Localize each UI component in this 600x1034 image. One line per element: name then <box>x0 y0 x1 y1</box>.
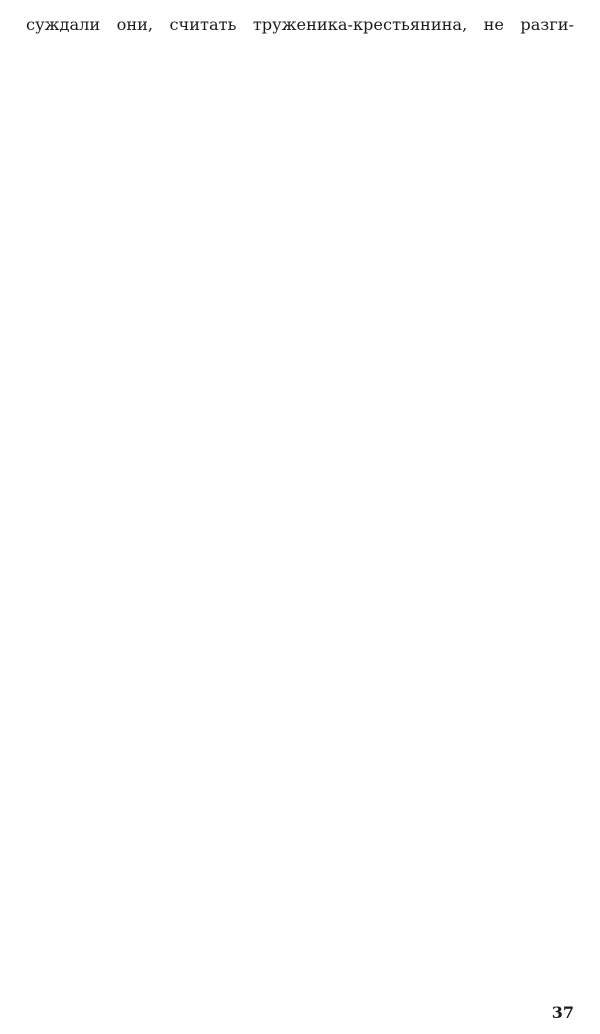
page-number: 37 <box>551 1003 574 1022</box>
text-line: суж​дали они, считать труженика-крестьянина, не разги- <box>26 15 574 34</box>
page-text <box>26 14 574 37</box>
paragraph-1 <box>26 14 574 37</box>
